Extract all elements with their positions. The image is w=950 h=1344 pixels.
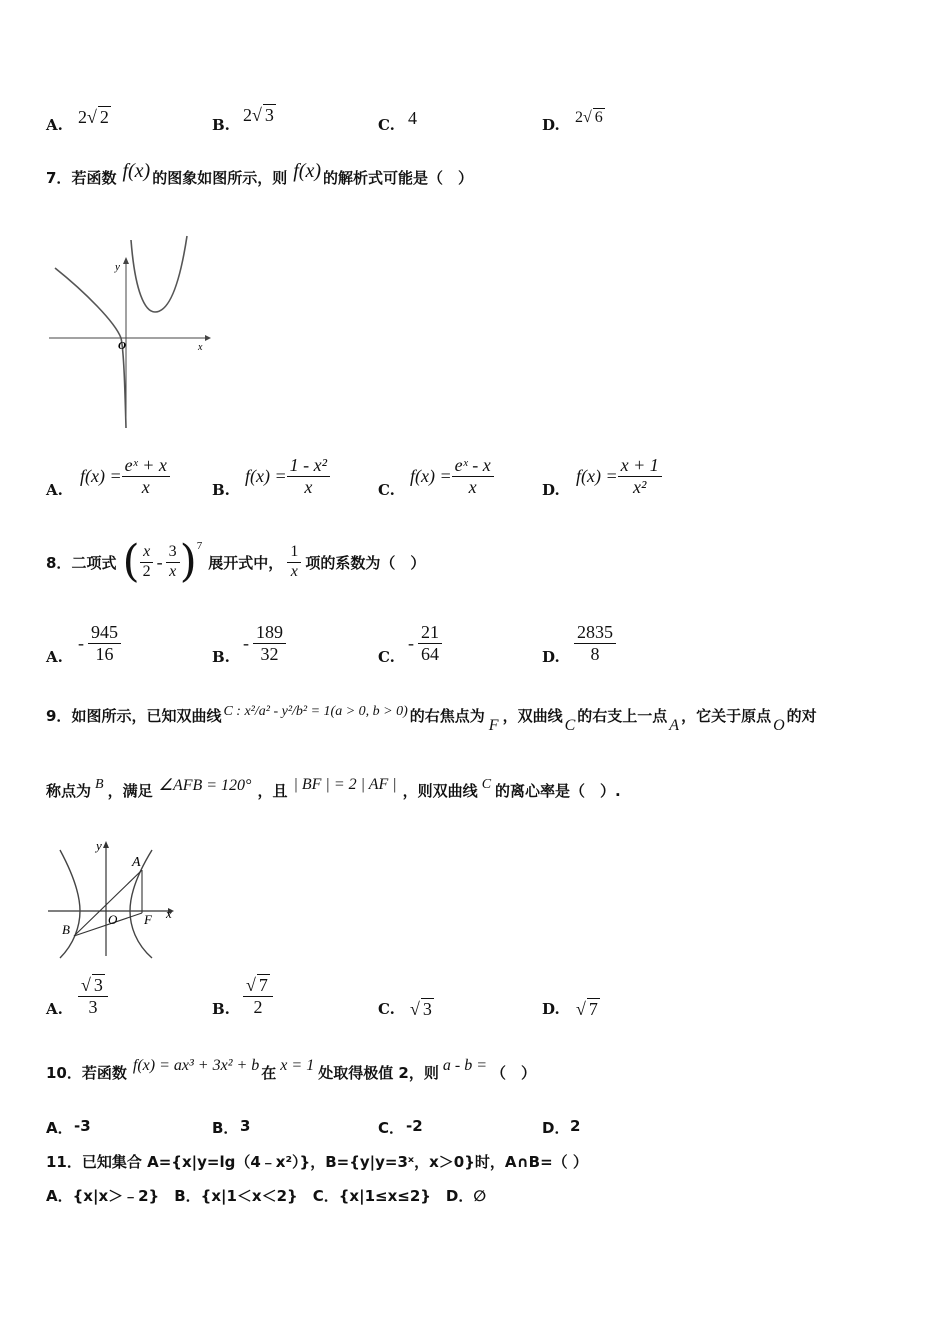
q9-text-6: 的对 [786, 707, 817, 725]
q8-option-d-label: D. [542, 648, 560, 666]
q9-curve-equation: C : x²/a² - y²/b² = 1(a > 0, b > 0) [223, 703, 408, 719]
q9-option-b-label: B. [212, 1000, 230, 1018]
q10-option-a-value: -3 [74, 1117, 91, 1135]
q7-function-graph [45, 232, 215, 434]
q7-option-d-frac [618, 455, 662, 497]
q6-option-c-value: 4 [408, 108, 417, 128]
q9-option-d-value: √ 7 [576, 999, 598, 1019]
q7-option-b-num: 1 - x² [287, 455, 330, 477]
q7-option-a-den: x [141, 476, 150, 497]
q9-stem-line-2 [46, 775, 621, 801]
q9-graph-o-label: O [108, 912, 118, 927]
q7-option-a-frac [122, 455, 170, 497]
q9-option-b-den: 2 [253, 996, 263, 1017]
q9-curve-c-2: C [481, 776, 492, 792]
q8-option-c-frac [418, 622, 442, 664]
q7-text-3: 的解析式可能是（ ） [323, 169, 474, 187]
q9-option-a-den: 3 [88, 996, 98, 1017]
q7-option-c-frac [452, 455, 494, 497]
q11-text: 已知集合 A={x|y=lg（4﹣x²）}，B={y|y=3ˣ，x＞0}时，A∩B=（ ） [81, 1153, 588, 1171]
q8-option-a-frac [88, 622, 121, 664]
q7-option-d-label: D. [542, 481, 560, 499]
q10-option-c-value: -2 [406, 1117, 423, 1135]
q7-option-d-num: x + 1 [618, 455, 662, 477]
q8-term-num: 1 [287, 543, 301, 562]
q9-text-4: 的右支上一点 [577, 707, 668, 725]
q10-option-d-label: D． [542, 1119, 570, 1137]
q9-graph-x-label: x [166, 906, 172, 921]
q9-stem-line-1 [46, 703, 817, 734]
q8-operator: - [156, 551, 163, 572]
q8-text-1: 二项式 [71, 553, 117, 572]
q8-option-d-num: 2835 [574, 622, 616, 644]
q9-option-c-value: √ 3 [410, 999, 432, 1019]
q9-option-c-label: C. [378, 1000, 395, 1018]
q10-stem [46, 1056, 537, 1083]
q10-text-4: （ ） [491, 1064, 537, 1082]
q10-option-b-label: B． [212, 1119, 239, 1137]
q6-option-a-value: 2√ 2 [78, 107, 109, 127]
q8-frac-2 [166, 543, 180, 581]
q7-option-c-expr [410, 455, 494, 497]
q10-function: f(x) = ax³ + 3x² + b [132, 1056, 260, 1074]
q7-text-2: 的图象如图所示，则 [152, 169, 288, 187]
q7-y-arrow [123, 257, 129, 264]
q10-x-value: x = 1 [280, 1056, 315, 1074]
q8-option-b-label: B. [212, 648, 230, 666]
q8-number: 8． [46, 553, 72, 572]
q8-term-den: x [290, 562, 298, 580]
q7-number: 7． [46, 169, 72, 187]
q9-point-a: A [669, 716, 680, 734]
q6-option-c-label: C. [378, 116, 395, 134]
q8-frac-2-den: x [169, 562, 177, 580]
q10-ask: a - b = [442, 1056, 487, 1074]
q7-option-a-label: A. [46, 481, 63, 499]
q6-option-b-value: 2√ 3 [243, 105, 274, 125]
q8-option-b-value [243, 622, 286, 664]
q7-option-c-num: eˣ - x [452, 455, 494, 477]
q8-option-a-value [78, 622, 121, 664]
q7-option-b-lhs: f(x) = [245, 465, 287, 486]
q7-option-c-lhs: f(x) = [410, 465, 452, 486]
q8-right-paren: ) [179, 536, 197, 587]
q7-option-d-lhs: f(x) = [576, 465, 618, 486]
q9-text-2: 的右焦点为 [409, 707, 485, 725]
q9-focus-f: F [488, 716, 499, 734]
q11-stem [46, 1151, 588, 1172]
q6-option-d-label: D. [542, 116, 560, 134]
q8-frac-2-num: 3 [166, 543, 180, 562]
q8-text-2: 展开式中， [208, 553, 284, 572]
q8-binomial [122, 536, 203, 587]
q8-option-d-frac [574, 622, 616, 664]
q7-x-arrow [205, 335, 211, 341]
q8-option-c-label: C. [378, 648, 395, 666]
q7-option-d-expr [576, 455, 662, 497]
q7-fx-2: f(x) [293, 160, 321, 182]
q8-option-c-value [408, 622, 442, 664]
q8-stem [46, 536, 426, 587]
q8-left-paren: ( [122, 536, 140, 587]
q8-option-b-num: 189 [253, 622, 286, 644]
q7-graph-origin-label: O [118, 340, 126, 352]
q8-frac-1 [140, 543, 154, 581]
q9-option-d-label: D. [542, 1000, 560, 1018]
q7-left-branch [55, 268, 126, 428]
q7-stem [46, 160, 474, 189]
q10-text-1: 若函数 [81, 1064, 127, 1082]
q7-option-b-frac [287, 455, 330, 497]
q6-option-a-label: A. [46, 116, 63, 134]
q8-option-c-sign: - [408, 632, 414, 653]
q9-number: 9． [46, 707, 72, 725]
q9-text-11: 的离心率是（ ）. [495, 782, 621, 800]
q7-option-d-den: x² [633, 476, 647, 497]
q6-option-b-label: B. [212, 116, 230, 134]
q9-hyperbola-graph [44, 838, 180, 960]
q7-option-a-num: eˣ + x [122, 455, 170, 477]
q7-graph-x-label: x [198, 342, 203, 353]
q8-option-a-sign: - [78, 632, 84, 653]
q8-option-c-num: 21 [418, 622, 442, 644]
q9-option-a-value [78, 974, 108, 1017]
q8-exponent: 7 [196, 540, 203, 552]
q6-option-d-value: 2√ 6 [575, 109, 603, 126]
q8-option-a-label: A. [46, 648, 63, 666]
q9-text-5: ，它关于原点 [681, 707, 772, 725]
q10-text-3: 处取得极值 2，则 [318, 1064, 439, 1082]
q7-option-c-den: x [468, 476, 477, 497]
q8-option-d-den: 8 [590, 643, 600, 664]
q8-frac-1-num: x [140, 543, 153, 562]
q7-graph-y-label: y [115, 261, 120, 273]
q8-option-c-den: 64 [421, 643, 439, 664]
q9-option-b-frac [243, 974, 273, 1017]
q10-option-a-label: A． [46, 1119, 73, 1137]
q9-graph-a-label: A [132, 855, 141, 870]
q8-option-a-den: 16 [95, 643, 114, 664]
q9-graph-y-label: y [96, 838, 102, 853]
q9-graph-f-label: F [144, 912, 152, 927]
q7-option-a-lhs: f(x) = [80, 465, 122, 486]
q7-option-b-label: B. [212, 481, 230, 499]
q9-angle: ∠AFB = 120° [158, 776, 252, 794]
q10-text-2: 在 [261, 1064, 277, 1082]
q9-option-a-frac [78, 974, 108, 1017]
q8-option-b-sign: - [243, 632, 249, 653]
q7-fx-1: f(x) [122, 160, 151, 182]
q8-option-b-frac [253, 622, 286, 664]
q9-text-3: ，双曲线 [502, 707, 563, 725]
q8-option-a-num: 945 [88, 622, 121, 644]
q9-text-9: ，且 [257, 782, 288, 800]
q7-right-branch [131, 236, 187, 312]
q9-text-10: ，则双曲线 [402, 782, 478, 800]
q9-y-arrow [103, 841, 109, 848]
q8-term [287, 543, 301, 581]
q7-option-b-expr [245, 455, 330, 497]
q9-graph-b-label: B [62, 922, 70, 937]
q11-options: A．{x|x＞﹣2} B．{x|1＜x＜2} C．{x|1≤x≤2} D．∅ [46, 1187, 487, 1205]
q9-option-a-num: √ 3 [78, 974, 108, 997]
q9-text-8: ，满足 [107, 782, 153, 800]
q7-option-b-den: x [304, 476, 313, 497]
q7-option-c-label: C. [378, 481, 395, 499]
q9-text-1: 如图所示，已知双曲线 [71, 707, 222, 725]
q8-text-3: 项的系数为（ ） [305, 553, 426, 572]
q9-point-b: B [95, 776, 104, 792]
q10-option-c-label: C． [378, 1119, 405, 1137]
q8-option-d-value [574, 622, 616, 664]
q9-condition: | BF | = 2 | AF | [293, 775, 397, 793]
q9-option-a-label: A. [46, 1000, 63, 1018]
q7-text-1: 若函数 [71, 169, 117, 187]
q10-option-b-value: 3 [240, 1117, 251, 1135]
q9-text-7: 称点为 [46, 782, 92, 800]
q9-option-b-value [243, 974, 273, 1017]
q9-curve-c: C [564, 716, 576, 734]
q8-frac-1-den: 2 [142, 562, 151, 580]
q8-option-b-den: 32 [260, 643, 279, 664]
q10-number: 10． [46, 1064, 82, 1082]
q9-origin-o: O [773, 716, 785, 734]
q9-left-branch [60, 850, 80, 958]
q9-option-b-num: √ 7 [243, 974, 273, 997]
q7-option-a-expr [80, 455, 170, 497]
q11-number: 11． [46, 1153, 82, 1171]
q10-option-d-value: 2 [570, 1117, 581, 1135]
